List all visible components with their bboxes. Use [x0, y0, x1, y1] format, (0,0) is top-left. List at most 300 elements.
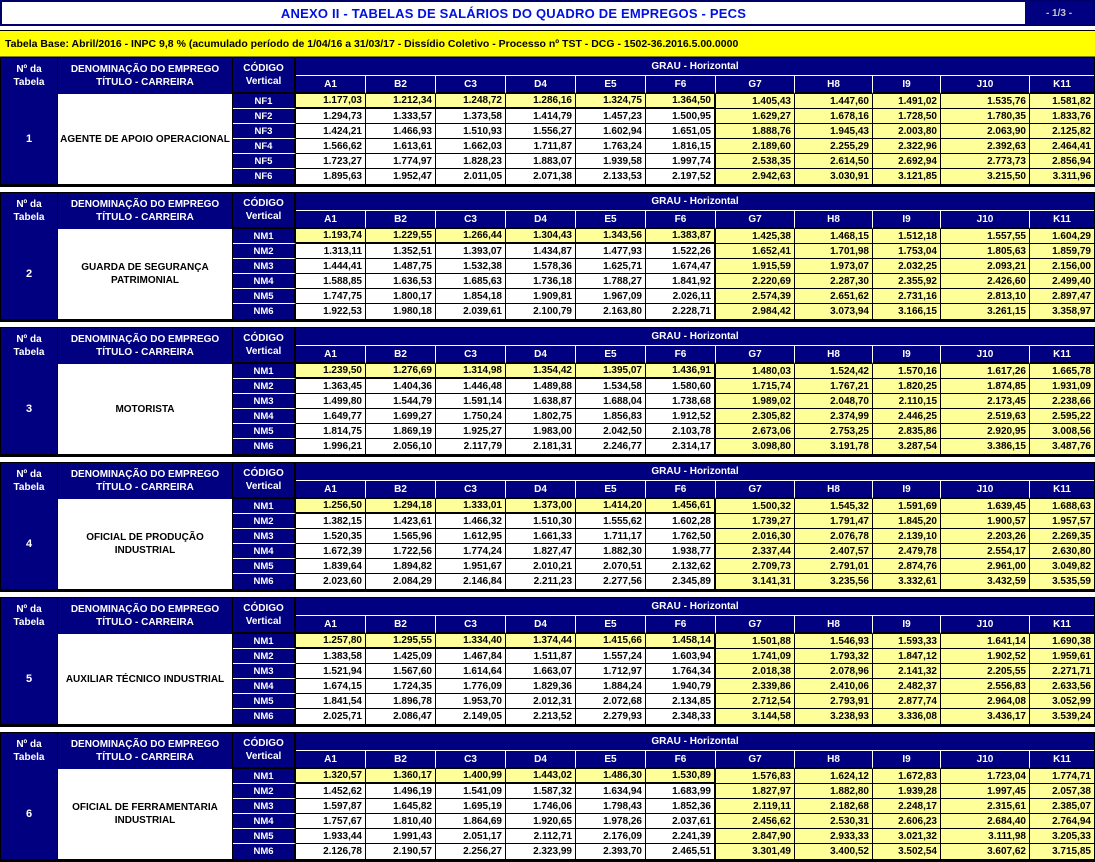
grade-header-I9: I9: [873, 211, 941, 229]
vertical-code-NF1: NF1: [233, 94, 296, 109]
salary-cell-2-NM2-E5: 1.477,93: [576, 244, 646, 259]
salary-cell-6-NM3-I9: 2.248,17: [873, 799, 941, 814]
salary-cell-6-NM6-F6: 2.465,51: [646, 844, 716, 859]
table-number-header-line1: Nº da: [16, 64, 42, 75]
grade-header-J10: J10: [941, 751, 1030, 769]
salary-cell-6-NM5-A1: 1.933,44: [296, 829, 366, 844]
salary-cell-1-NF1-K11: 1.581,82: [1030, 94, 1094, 109]
grade-header-B2: B2: [366, 346, 436, 364]
salary-cell-3-NM2-C3: 1.446,48: [436, 379, 506, 394]
grade-header-D4: D4: [506, 76, 576, 94]
salary-cell-3-NM4-B2: 1.699,27: [366, 409, 436, 424]
salary-cell-2-NM6-G7: 2.984,42: [716, 304, 795, 319]
salary-cell-1-NF2-F6: 1.500,95: [646, 109, 716, 124]
salary-cell-1-NF2-K11: 1.833,76: [1030, 109, 1094, 124]
salary-cell-1-NF4-B2: 1.613,61: [366, 139, 436, 154]
denomination-header-line1: DENOMINAÇÃO DO EMPREGO: [70, 739, 220, 750]
table-number-header-line1: Nº da: [16, 739, 42, 750]
salary-cell-4-NM3-A1: 1.520,35: [296, 529, 366, 544]
grade-header-G7: G7: [716, 481, 795, 499]
salary-cell-2-NM6-H8: 3.073,94: [795, 304, 873, 319]
salary-cell-3-NM4-G7: 2.305,82: [716, 409, 795, 424]
table-number-header-line2: Tabela: [13, 77, 45, 88]
grade-header-B2: B2: [366, 481, 436, 499]
salary-cell-6-NM3-H8: 2.182,68: [795, 799, 873, 814]
code-header-line2: Vertical: [245, 751, 282, 762]
document-header: [0, 0, 1095, 26]
denomination-header: [58, 598, 233, 634]
salary-cell-6-NM2-I9: 1.939,28: [873, 784, 941, 799]
salary-cell-4-NM5-I9: 2.874,76: [873, 559, 941, 574]
salary-cell-6-NM1-E5: 1.486,30: [576, 769, 646, 784]
salary-cell-2-NM5-C3: 1.854,18: [436, 289, 506, 304]
salary-cell-4-NM5-B2: 1.894,82: [366, 559, 436, 574]
salary-cell-5-NM1-E5: 1.415,66: [576, 634, 646, 649]
salary-cell-5-NM3-G7: 2.018,38: [716, 664, 795, 679]
grade-header-G7: G7: [716, 211, 795, 229]
salary-cell-6-NM4-K11: 2.764,94: [1030, 814, 1094, 829]
salary-cell-4-NM4-J10: 2.554,17: [941, 544, 1030, 559]
vertical-code-NM1: NM1: [233, 364, 296, 379]
vertical-code-NM3: NM3: [233, 259, 296, 274]
salary-cell-2-NM1-C3: 1.266,44: [436, 229, 506, 244]
salary-cell-1-NF6-H8: 3.030,91: [795, 169, 873, 184]
salary-cell-2-NM2-K11: 1.859,79: [1030, 244, 1094, 259]
salary-cell-2-NM3-E5: 1.625,71: [576, 259, 646, 274]
salary-cell-1-NF1-H8: 1.447,60: [795, 94, 873, 109]
salary-cell-6-NM5-C3: 2.051,17: [436, 829, 506, 844]
vertical-code-NM1: NM1: [233, 769, 296, 784]
salary-table-4: [0, 462, 1095, 592]
grade-header-K11: K11: [1030, 751, 1094, 769]
vertical-code-NM5: NM5: [233, 289, 296, 304]
salary-cell-5-NM5-I9: 2.877,74: [873, 694, 941, 709]
salary-cell-1-NF2-H8: 1.678,16: [795, 109, 873, 124]
salary-cell-2-NM4-C3: 1.685,63: [436, 274, 506, 289]
vertical-code-NM5: NM5: [233, 424, 296, 439]
salary-cell-6-NM2-G7: 1.827,97: [716, 784, 795, 799]
salary-cell-6-NM4-J10: 2.684,40: [941, 814, 1030, 829]
salary-cell-1-NF1-B2: 1.212,34: [366, 94, 436, 109]
salary-cell-2-NM4-J10: 2.426,60: [941, 274, 1030, 289]
salary-cell-1-NF4-I9: 2.322,96: [873, 139, 941, 154]
vertical-code-NM2: NM2: [233, 514, 296, 529]
salary-cell-2-NM6-A1: 1.922,53: [296, 304, 366, 319]
salary-cell-5-NM6-J10: 3.436,17: [941, 709, 1030, 724]
salary-cell-1-NF5-F6: 1.997,74: [646, 154, 716, 169]
salary-cell-6-NM3-J10: 2.315,61: [941, 799, 1030, 814]
salary-cell-5-NM3-A1: 1.521,94: [296, 664, 366, 679]
salary-cell-2-NM3-K11: 2.156,00: [1030, 259, 1094, 274]
salary-cell-4-NM4-C3: 1.774,24: [436, 544, 506, 559]
salary-cell-2-NM6-I9: 3.166,15: [873, 304, 941, 319]
salary-cell-4-NM3-G7: 2.016,30: [716, 529, 795, 544]
salary-cell-3-NM5-K11: 3.008,56: [1030, 424, 1094, 439]
salary-cell-5-NM4-B2: 1.724,35: [366, 679, 436, 694]
salary-cell-4-NM1-B2: 1.294,18: [366, 499, 436, 514]
salary-cell-3-NM4-J10: 2.519,63: [941, 409, 1030, 424]
salary-cell-4-NM4-E5: 1.882,30: [576, 544, 646, 559]
salary-cell-6-NM3-E5: 1.798,43: [576, 799, 646, 814]
grade-header-K11: K11: [1030, 481, 1094, 499]
salary-cell-3-NM6-C3: 2.117,79: [436, 439, 506, 454]
salary-table-3: [0, 327, 1095, 457]
salary-cell-3-NM2-J10: 1.874,85: [941, 379, 1030, 394]
salary-cell-1-NF1-I9: 1.491,02: [873, 94, 941, 109]
salary-cell-6-NM1-B2: 1.360,17: [366, 769, 436, 784]
grade-header-J10: J10: [941, 76, 1030, 94]
salary-cell-2-NM4-E5: 1.788,27: [576, 274, 646, 289]
denomination-header: [58, 733, 233, 769]
salary-cell-4-NM2-H8: 1.791,47: [795, 514, 873, 529]
grade-header-C3: C3: [436, 481, 506, 499]
grade-header-F6: F6: [646, 346, 716, 364]
job-title-line: PATRIMONIAL: [111, 275, 179, 286]
salary-cell-6-NM5-H8: 2.933,33: [795, 829, 873, 844]
salary-cell-3-NM6-I9: 3.287,54: [873, 439, 941, 454]
salary-cell-4-NM4-D4: 1.827,47: [506, 544, 576, 559]
salary-cell-5-NM2-F6: 1.603,94: [646, 649, 716, 664]
salary-cell-1-NF2-C3: 1.373,58: [436, 109, 506, 124]
salary-cell-6-NM6-I9: 3.502,54: [873, 844, 941, 859]
denomination-header-line2: TÍTULO - CARREIRA: [96, 617, 194, 628]
table-number-header: [1, 598, 58, 634]
salary-cell-3-NM5-C3: 1.925,27: [436, 424, 506, 439]
salary-cell-6-NM6-D4: 2.323,99: [506, 844, 576, 859]
job-title: [58, 229, 233, 319]
salary-cell-1-NF5-H8: 2.614,50: [795, 154, 873, 169]
salary-cell-6-NM2-F6: 1.683,99: [646, 784, 716, 799]
salary-cell-2-NM4-G7: 2.220,69: [716, 274, 795, 289]
salary-cell-6-NM5-K11: 3.205,33: [1030, 829, 1094, 844]
grade-header-B2: B2: [366, 211, 436, 229]
table-number: 1: [1, 94, 58, 184]
code-vertical-header: [233, 328, 296, 364]
salary-cell-3-NM1-A1: 1.239,50: [296, 364, 366, 379]
salary-cell-3-NM4-K11: 2.595,22: [1030, 409, 1094, 424]
salary-cell-4-NM2-A1: 1.382,15: [296, 514, 366, 529]
salary-cell-2-NM1-A1: 1.193,74: [296, 229, 366, 244]
salary-cell-2-NM1-E5: 1.343,56: [576, 229, 646, 244]
salary-cell-2-NM2-A1: 1.313,11: [296, 244, 366, 259]
grade-header-A1: A1: [296, 76, 366, 94]
salary-cell-3-NM1-G7: 1.480,03: [716, 364, 795, 379]
grade-header-I9: I9: [873, 616, 941, 634]
salary-cell-5-NM1-H8: 1.546,93: [795, 634, 873, 649]
grade-header-C3: C3: [436, 211, 506, 229]
salary-cell-3-NM6-A1: 1.996,21: [296, 439, 366, 454]
salary-cell-6-NM2-H8: 1.882,80: [795, 784, 873, 799]
grade-header-E5: E5: [576, 481, 646, 499]
salary-cell-6-NM6-J10: 3.607,62: [941, 844, 1030, 859]
salary-cell-1-NF6-E5: 2.133,53: [576, 169, 646, 184]
salary-cell-4-NM3-D4: 1.661,33: [506, 529, 576, 544]
salary-cell-3-NM5-D4: 1.983,00: [506, 424, 576, 439]
grau-horizontal-header: GRAU - Horizontal: [296, 328, 1094, 346]
salary-cell-5-NM1-B2: 1.295,55: [366, 634, 436, 649]
salary-cell-2-NM3-G7: 1.915,59: [716, 259, 795, 274]
salary-cell-6-NM4-B2: 1.810,40: [366, 814, 436, 829]
salary-cell-6-NM5-D4: 2.112,71: [506, 829, 576, 844]
vertical-code-NM5: NM5: [233, 694, 296, 709]
salary-cell-3-NM4-I9: 2.446,25: [873, 409, 941, 424]
table-number-header: [1, 328, 58, 364]
salary-cell-3-NM1-E5: 1.395,07: [576, 364, 646, 379]
salary-cell-5-NM1-F6: 1.458,14: [646, 634, 716, 649]
salary-cell-3-NM3-F6: 1.738,68: [646, 394, 716, 409]
salary-cell-2-NM4-F6: 1.841,92: [646, 274, 716, 289]
vertical-code-NM2: NM2: [233, 649, 296, 664]
salary-cell-5-NM3-D4: 1.663,07: [506, 664, 576, 679]
salary-cell-3-NM2-G7: 1.715,74: [716, 379, 795, 394]
grade-header-D4: D4: [506, 616, 576, 634]
grade-header-K11: K11: [1030, 211, 1094, 229]
salary-cell-4-NM2-E5: 1.555,62: [576, 514, 646, 529]
salary-cell-1-NF2-D4: 1.414,79: [506, 109, 576, 124]
salary-cell-3-NM6-E5: 2.246,77: [576, 439, 646, 454]
salary-table-2: [0, 192, 1095, 322]
code-vertical-header: [233, 193, 296, 229]
grade-header-I9: I9: [873, 481, 941, 499]
salary-cell-5-NM4-A1: 1.674,15: [296, 679, 366, 694]
salary-cell-5-NM1-C3: 1.334,40: [436, 634, 506, 649]
salary-table-1: [0, 57, 1095, 187]
salary-cell-4-NM1-D4: 1.373,00: [506, 499, 576, 514]
salary-cell-2-NM2-J10: 1.805,63: [941, 244, 1030, 259]
salary-cell-2-NM1-D4: 1.304,43: [506, 229, 576, 244]
salary-cell-3-NM2-E5: 1.534,58: [576, 379, 646, 394]
grade-header-F6: F6: [646, 751, 716, 769]
salary-cell-5-NM5-J10: 2.964,08: [941, 694, 1030, 709]
salary-cell-6-NM2-K11: 2.057,38: [1030, 784, 1094, 799]
code-header-line1: CÓDIGO: [243, 198, 284, 209]
table-number-header: [1, 463, 58, 499]
salary-cell-5-NM1-D4: 1.374,44: [506, 634, 576, 649]
salary-cell-1-NF5-K11: 2.856,94: [1030, 154, 1094, 169]
salary-cell-4-NM1-F6: 1.456,61: [646, 499, 716, 514]
table-number-header: [1, 58, 58, 94]
salary-cell-1-NF5-E5: 1.939,58: [576, 154, 646, 169]
salary-cell-6-NM6-K11: 3.715,85: [1030, 844, 1094, 859]
denomination-header: [58, 328, 233, 364]
salary-cell-2-NM2-H8: 1.701,98: [795, 244, 873, 259]
grade-header-C3: C3: [436, 76, 506, 94]
salary-cell-1-NF2-G7: 1.629,27: [716, 109, 795, 124]
table-number-header-line2: Tabela: [13, 617, 45, 628]
code-vertical-header: [233, 463, 296, 499]
salary-cell-2-NM2-G7: 1.652,41: [716, 244, 795, 259]
salary-cell-5-NM6-A1: 2.025,71: [296, 709, 366, 724]
salary-table-6: [0, 732, 1095, 862]
salary-cell-2-NM4-H8: 2.287,30: [795, 274, 873, 289]
salary-cell-6-NM1-H8: 1.624,12: [795, 769, 873, 784]
grade-header-H8: H8: [795, 481, 873, 499]
salary-cell-6-NM3-C3: 1.695,19: [436, 799, 506, 814]
salary-cell-1-NF6-A1: 1.895,63: [296, 169, 366, 184]
salary-cell-2-NM1-H8: 1.468,15: [795, 229, 873, 244]
salary-cell-1-NF4-G7: 2.189,60: [716, 139, 795, 154]
salary-cell-1-NF6-D4: 2.071,38: [506, 169, 576, 184]
salary-cell-4-NM2-D4: 1.510,30: [506, 514, 576, 529]
salary-cell-4-NM1-I9: 1.591,69: [873, 499, 941, 514]
salary-cell-3-NM5-F6: 2.103,78: [646, 424, 716, 439]
salary-cell-6-NM1-F6: 1.530,89: [646, 769, 716, 784]
salary-cell-2-NM6-D4: 2.100,79: [506, 304, 576, 319]
table-number: 5: [1, 634, 58, 724]
salary-cell-4-NM1-K11: 1.688,63: [1030, 499, 1094, 514]
grade-header-B2: B2: [366, 76, 436, 94]
salary-cell-5-NM2-C3: 1.467,84: [436, 649, 506, 664]
job-title: [58, 499, 233, 589]
grade-header-H8: H8: [795, 616, 873, 634]
salary-cell-5-NM3-F6: 1.764,34: [646, 664, 716, 679]
salary-cell-2-NM6-E5: 2.163,80: [576, 304, 646, 319]
salary-cell-2-NM5-D4: 1.909,81: [506, 289, 576, 304]
salary-cell-3-NM2-I9: 1.820,25: [873, 379, 941, 394]
salary-cell-3-NM2-K11: 1.931,09: [1030, 379, 1094, 394]
salary-cell-5-NM5-K11: 3.052,99: [1030, 694, 1094, 709]
salary-cell-4-NM1-A1: 1.256,50: [296, 499, 366, 514]
salary-cell-4-NM6-G7: 3.141,31: [716, 574, 795, 589]
table-number-header-line2: Tabela: [13, 752, 45, 763]
salary-cell-1-NF1-J10: 1.535,76: [941, 94, 1030, 109]
salary-cell-2-NM6-C3: 2.039,61: [436, 304, 506, 319]
job-title-line: AGENTE DE APOIO OPERACIONAL: [60, 133, 230, 145]
salary-cell-4-NM2-I9: 1.845,20: [873, 514, 941, 529]
salary-cell-1-NF3-J10: 2.063,90: [941, 124, 1030, 139]
salary-cell-1-NF4-D4: 1.711,87: [506, 139, 576, 154]
salary-cell-2-NM5-B2: 1.800,17: [366, 289, 436, 304]
grau-horizontal-header: GRAU - Horizontal: [296, 463, 1094, 481]
denomination-header: [58, 193, 233, 229]
salary-cell-5-NM5-B2: 1.896,78: [366, 694, 436, 709]
salary-cell-3-NM2-D4: 1.489,88: [506, 379, 576, 394]
vertical-code-NM1: NM1: [233, 499, 296, 514]
salary-cell-1-NF3-G7: 1.888,76: [716, 124, 795, 139]
salary-cell-1-NF4-J10: 2.392,63: [941, 139, 1030, 154]
salary-cell-2-NM2-D4: 1.434,87: [506, 244, 576, 259]
salary-cell-4-NM3-J10: 2.203,26: [941, 529, 1030, 544]
salary-cell-3-NM1-B2: 1.276,69: [366, 364, 436, 379]
salary-cell-1-NF5-J10: 2.773,73: [941, 154, 1030, 169]
code-vertical-header: [233, 58, 296, 94]
salary-cell-3-NM3-G7: 1.989,02: [716, 394, 795, 409]
code-header-line1: CÓDIGO: [243, 738, 284, 749]
table-number: 4: [1, 499, 58, 589]
grade-header-K11: K11: [1030, 76, 1094, 94]
grade-header-G7: G7: [716, 76, 795, 94]
base-note-bar: Tabela Base: Abril/2016 - INPC 9,8 % (acumulado período de 1/04/16 a 31/03/17 - Dissídio Coletivo - Processo nº TST - DCG - 1502-36.2016.5.00.0000: [0, 30, 1095, 57]
salary-cell-4-NM5-D4: 2.010,21: [506, 559, 576, 574]
salary-cell-3-NM2-H8: 1.767,21: [795, 379, 873, 394]
salary-cell-4-NM5-C3: 1.951,67: [436, 559, 506, 574]
salary-cell-3-NM4-E5: 1.856,83: [576, 409, 646, 424]
salary-cell-2-NM6-K11: 3.358,97: [1030, 304, 1094, 319]
vertical-code-NM3: NM3: [233, 664, 296, 679]
salary-cell-3-NM3-J10: 2.173,45: [941, 394, 1030, 409]
code-header-line2: Vertical: [245, 76, 282, 87]
vertical-code-NM4: NM4: [233, 544, 296, 559]
code-vertical-header: [233, 598, 296, 634]
salary-cell-4-NM4-A1: 1.672,39: [296, 544, 366, 559]
page-number-badge: - 1/3 -: [1025, 2, 1093, 24]
salary-cell-2-NM3-I9: 2.032,25: [873, 259, 941, 274]
salary-cell-2-NM5-H8: 2.651,62: [795, 289, 873, 304]
salary-cell-1-NF4-F6: 1.816,15: [646, 139, 716, 154]
salary-cell-2-NM1-F6: 1.383,87: [646, 229, 716, 244]
salary-cell-3-NM5-G7: 2.673,06: [716, 424, 795, 439]
grade-header-F6: F6: [646, 481, 716, 499]
salary-cell-1-NF6-B2: 1.952,47: [366, 169, 436, 184]
salary-cell-4-NM2-K11: 1.957,57: [1030, 514, 1094, 529]
salary-tables-container: [0, 57, 1095, 862]
salary-cell-2-NM1-J10: 1.557,55: [941, 229, 1030, 244]
code-header-line1: CÓDIGO: [243, 63, 284, 74]
grade-header-F6: F6: [646, 76, 716, 94]
salary-cell-6-NM6-G7: 3.301,49: [716, 844, 795, 859]
salary-cell-5-NM6-G7: 3.144,58: [716, 709, 795, 724]
salary-cell-1-NF3-D4: 1.556,27: [506, 124, 576, 139]
salary-cell-1-NF6-C3: 2.011,05: [436, 169, 506, 184]
salary-cell-6-NM1-G7: 1.576,83: [716, 769, 795, 784]
grade-header-H8: H8: [795, 751, 873, 769]
salary-cell-4-NM4-H8: 2.407,57: [795, 544, 873, 559]
table-number-header-line2: Tabela: [13, 212, 45, 223]
vertical-code-NM6: NM6: [233, 709, 296, 724]
salary-cell-6-NM5-B2: 1.991,43: [366, 829, 436, 844]
salary-cell-4-NM4-K11: 2.630,80: [1030, 544, 1094, 559]
vertical-code-NF5: NF5: [233, 154, 296, 169]
salary-cell-3-NM1-K11: 1.665,78: [1030, 364, 1094, 379]
salary-cell-1-NF5-C3: 1.828,23: [436, 154, 506, 169]
salary-cell-1-NF5-B2: 1.774,97: [366, 154, 436, 169]
salary-table-5: [0, 597, 1095, 727]
salary-cell-2-NM2-B2: 1.352,51: [366, 244, 436, 259]
salary-cell-1-NF2-A1: 1.294,73: [296, 109, 366, 124]
code-header-line2: Vertical: [245, 616, 282, 627]
grade-header-G7: G7: [716, 751, 795, 769]
salary-cell-4-NM3-C3: 1.612,95: [436, 529, 506, 544]
grade-header-H8: H8: [795, 211, 873, 229]
salary-cell-4-NM6-I9: 3.332,61: [873, 574, 941, 589]
salary-cell-2-NM1-B2: 1.229,55: [366, 229, 436, 244]
salary-cell-2-NM1-I9: 1.512,18: [873, 229, 941, 244]
grade-header-A1: A1: [296, 616, 366, 634]
salary-cell-3-NM1-J10: 1.617,26: [941, 364, 1030, 379]
salary-cell-4-NM6-E5: 2.277,56: [576, 574, 646, 589]
salary-cell-2-NM5-K11: 2.897,47: [1030, 289, 1094, 304]
salary-cell-2-NM2-I9: 1.753,04: [873, 244, 941, 259]
vertical-code-NM3: NM3: [233, 799, 296, 814]
salary-cell-2-NM2-F6: 1.522,26: [646, 244, 716, 259]
denomination-header-line2: TÍTULO - CARREIRA: [96, 347, 194, 358]
vertical-code-NM2: NM2: [233, 244, 296, 259]
table-number-header-line1: Nº da: [16, 199, 42, 210]
grade-header-H8: H8: [795, 346, 873, 364]
salary-cell-4-NM6-F6: 2.345,89: [646, 574, 716, 589]
salary-cell-5-NM3-H8: 2.078,96: [795, 664, 873, 679]
grade-header-K11: K11: [1030, 616, 1094, 634]
code-header-line2: Vertical: [245, 346, 282, 357]
denomination-header-line2: TÍTULO - CARREIRA: [96, 482, 194, 493]
salary-cell-6-NM4-I9: 2.606,23: [873, 814, 941, 829]
denomination-header: [58, 463, 233, 499]
salary-cell-6-NM1-C3: 1.400,99: [436, 769, 506, 784]
code-header-line1: CÓDIGO: [243, 603, 284, 614]
salary-cell-2-NM1-G7: 1.425,38: [716, 229, 795, 244]
salary-cell-5-NM1-J10: 1.641,14: [941, 634, 1030, 649]
grade-header-D4: D4: [506, 481, 576, 499]
